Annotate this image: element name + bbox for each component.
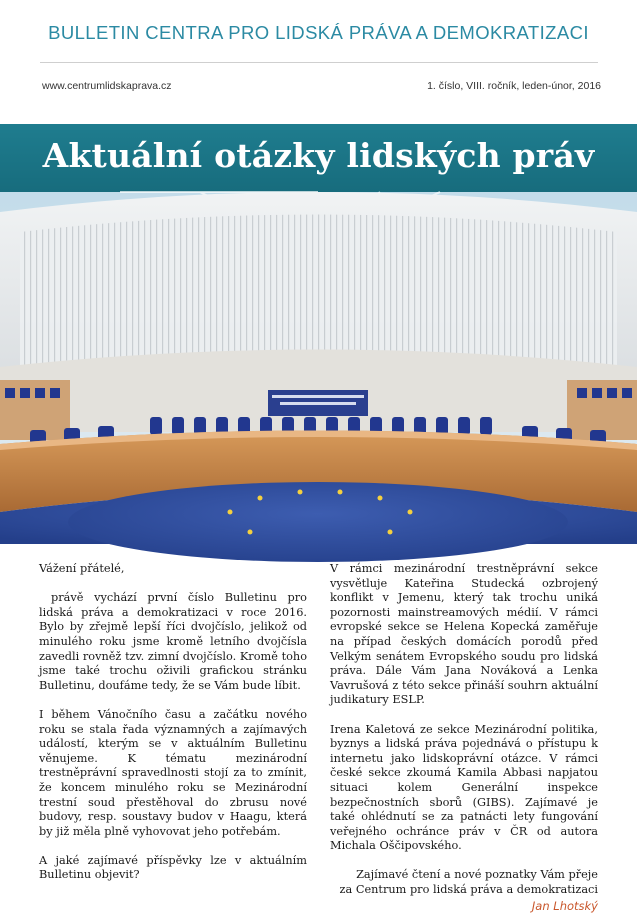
- letter-closing-line: za Centrum pro lidská práva a demokratizaci: [339, 883, 598, 897]
- letter-paragraph: A jaké zajímavé příspěvky lze v aktuálním Bulletinu objevit?: [39, 853, 307, 882]
- letter-paragraph: V rámci mezinárodní trestněprávní sekce vysvětluje Kateřina Studecká ozbrojený konflikt v Jemenu, který tak trochu uniká pozornosti mainstreamových médií. V rámci evropské sekce se Helena Kopecká zaměřuje na případ českých domácích porodů před Velkým senátem Evropského soudu pro lidská práva. Dále Vám Jana Nováková a Lenka Vavrušová z této sekce přináší souhrn aktuální judikatury ESLP.: [330, 562, 598, 707]
- header-divider: [40, 62, 598, 63]
- letter-closing-line: Zajímavé čtení a nové poznatky Vám přeje: [356, 868, 598, 882]
- author-signature: Jan Lhotský: [531, 898, 598, 913]
- letter-paragraph: právě vychází první číslo Bulletinu pro lidská práva a demokratizaci v roce 2016. Bylo by zřejmě lepší říci dvojčíslo, jelikož od minulého roku jsme kromě letního dvojčísla zavedli rovněž tzv. zimní dvojčíslo. Kromě toho jsme také trochu oživili grafickou stránku Bulletinu, doufáme tedy, že se Vám bude líbit.: [39, 591, 307, 692]
- issue-info: 1. číslo, VIII. ročník, leden-únor, 2016: [427, 80, 601, 92]
- page-title: Aktuální otázky lidských práv: [42, 136, 595, 175]
- website-url[interactable]: www.centrumlidskaprava.cz: [42, 80, 172, 92]
- letter-left-column: [39, 562, 307, 898]
- letter-paragraph: Irena Kaletová ze sekce Mezinárodní politika, byznys a lidská práva pojednává o přístupu k internetu jako lidskoprávní otázce. V rámci české sekce zkoumá Kamila Abbasi napjatou situaci kolem Generální inspekce bezpečnostních sborů (GIBS). Zajímavé je také ohlédnutí se za patnácti lety fungování veřejného ochránce práv v ČR od autora Michala Oščipovského.: [330, 722, 598, 853]
- letter-greeting: Vážení přátelé,: [39, 562, 125, 575]
- courtroom-photo: [0, 192, 637, 544]
- letter-paragraph: I během Vánočního času a začátku nového roku se stala řada významných a zajímavých událostí, kterým se v aktuálním Bulletinu věnujeme. K tématu mezinárodní trestněprávní spravedlnosti stojí za to zmínit, že koncem minulého roku se Mezinárodní trestní soud přestěhoval do zbrusu nové budovy, resp. soustavy budov v Haagu, která by již měla plně vyhovovat jeho potřebám.: [39, 707, 307, 838]
- letter-right-column: [330, 562, 598, 913]
- masthead: BULLETIN CENTRA PRO LIDSKÁ PRÁVA A DEMOKRATIZACI: [48, 22, 589, 43]
